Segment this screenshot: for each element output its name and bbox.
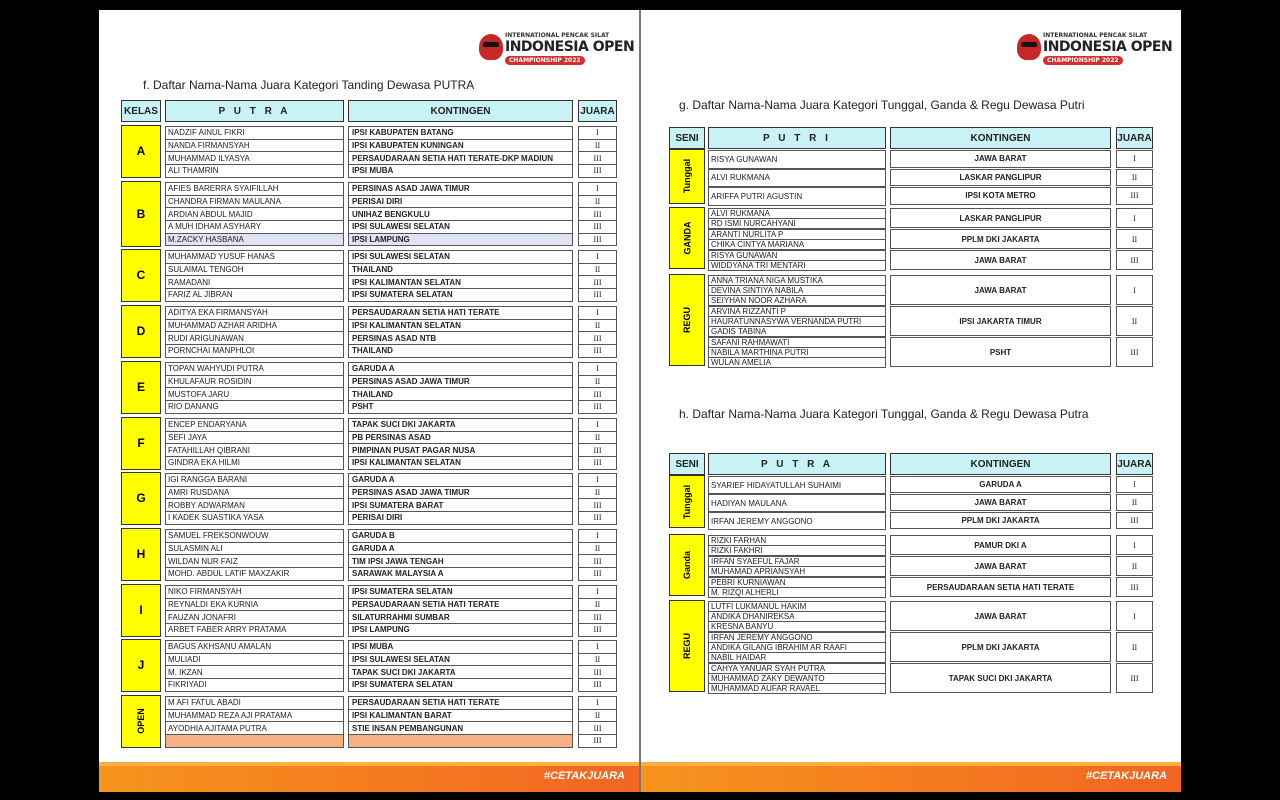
- athlete-name: ANDIKA DHANIREKSA: [708, 611, 886, 622]
- kontingen-name: JAWA BARAT: [890, 601, 1111, 631]
- kontingen-name: GARUDA A: [890, 476, 1111, 493]
- athlete-name: AMRI RUSDANA: [165, 486, 344, 500]
- kelas-label: D: [136, 324, 146, 339]
- kontingen-name: IPSI KABUPATEN KUNINGAN: [348, 139, 573, 153]
- athlete-name: MUHAMMAD REZA AJI PRATAMA: [165, 709, 344, 723]
- athlete-name: IGI RANGGA BARANI: [165, 473, 344, 487]
- athlete-name: ALVI RUKMANA: [708, 169, 886, 188]
- athlete-name: RISYA GUNAWAN: [708, 250, 886, 261]
- juara-rank: I: [1116, 150, 1153, 168]
- kontingen-name: JAWA BARAT: [890, 250, 1111, 270]
- athlete-name: HADIYAN MAULANA: [708, 494, 886, 512]
- kontingen-name: PPLM DKI JAKARTA: [890, 229, 1111, 249]
- athlete-name: SEIYHAN NOOR AZHARA: [708, 295, 886, 306]
- juara-rank: II: [578, 709, 617, 723]
- athlete-name: MUHAMAD APRIANSYAH: [708, 566, 886, 577]
- juara-rank: III: [578, 331, 617, 345]
- athlete-name: GADIS TABINA: [708, 326, 886, 337]
- juara-rank: I: [1116, 601, 1153, 631]
- athlete-name: I KADEK SUASTIKA YASA: [165, 511, 344, 525]
- kontingen-name: JAWA BARAT: [890, 275, 1111, 305]
- page-left: [99, 10, 639, 792]
- header-juara-g: JUARA: [1116, 127, 1153, 149]
- kontingen-name: PERISAI DIRI: [348, 195, 573, 209]
- athlete-name: NIKO FIRMANSYAH: [165, 585, 344, 599]
- kontingen-name: STIE INSAN PEMBANGUNAN: [348, 721, 573, 735]
- athlete-name: DEVINA SINTIYA NABILA: [708, 285, 886, 296]
- juara-rank: II: [578, 598, 617, 612]
- juara-rank: III: [578, 207, 617, 221]
- athlete-name: AYODHIA AJITAMA PUTRA: [165, 721, 344, 735]
- juara-rank: III: [578, 678, 617, 692]
- juara-rank: I: [578, 126, 617, 140]
- kontingen-name: SARAWAK MALAYSIA A: [348, 567, 573, 581]
- athlete-name: ALVI RUKMANA: [708, 208, 886, 219]
- kontingen-name: IPSI SULAWESI SELATAN: [348, 220, 573, 234]
- athlete-name: TOPAN WAHYUDI PUTRA: [165, 362, 344, 376]
- athlete-name: NANDA FIRMANSYAH: [165, 139, 344, 153]
- kontingen-name: PSHT: [890, 337, 1111, 367]
- kontingen-name: PERISAI DIRI: [348, 511, 573, 525]
- kontingen-name: IPSI LAMPUNG: [348, 623, 573, 637]
- kontingen-name: IPSI SUMATERA BARAT: [348, 498, 573, 512]
- kontingen-name: JAWA BARAT: [890, 556, 1111, 576]
- juara-rank: II: [578, 195, 617, 209]
- juara-rank: II: [578, 263, 617, 277]
- juara-rank: III: [578, 498, 617, 512]
- juara-rank: III: [578, 443, 617, 457]
- athlete-name: RISYA GUNAWAN: [708, 150, 886, 169]
- juara-rank: II: [1116, 169, 1153, 187]
- athlete-name: M.ZACKY HASBANA: [165, 233, 344, 247]
- juara-rank: III: [578, 151, 617, 165]
- juara-rank: II: [578, 542, 617, 556]
- athlete-name: ALI THAMRIN: [165, 164, 344, 178]
- kontingen-name: THAILAND: [348, 387, 573, 401]
- kelas-cell: [121, 528, 161, 581]
- kontingen-name: PERSAUDARAAN SETIA HATI TERATE: [348, 696, 573, 710]
- kelas-cell: [121, 695, 161, 748]
- athlete-name: SAMUEL FREKSONWOUW: [165, 529, 344, 543]
- kontingen-name: PERSINAS ASAD JAWA TIMUR: [348, 486, 573, 500]
- seni-cell: [669, 274, 705, 366]
- kontingen-name: GARUDA B: [348, 529, 573, 543]
- kelas-label: E: [136, 380, 145, 395]
- kontingen-name: TAPAK SUCI DKI JAKARTA: [348, 418, 573, 432]
- athlete-name: CAHYA YANUAR SYAH PUTRA: [708, 663, 886, 674]
- kontingen-name: THAILAND: [348, 344, 573, 358]
- header-kontingen-g: KONTINGEN: [890, 127, 1111, 149]
- juara-rank: I: [1116, 535, 1153, 555]
- juara-rank: III: [578, 164, 617, 178]
- footer-banner: [641, 762, 1181, 792]
- seni-cell: [669, 534, 705, 596]
- section-g-title: g. Daftar Nama-Nama Juara Kategori Tunggal, Ganda & Regu Dewasa Putri: [679, 98, 1085, 112]
- athlete-name: FARIZ AL JIBRAN: [165, 288, 344, 302]
- kontingen-name: IPSI KALIMANTAN BARAT: [348, 709, 573, 723]
- juara-rank: I: [1116, 275, 1153, 305]
- athlete-name: RD ISMI NURCAHYANI: [708, 218, 886, 229]
- kontingen-name: PERSAUDARAAN SETIA HATI TERATE: [348, 306, 573, 320]
- juara-rank: I: [578, 585, 617, 599]
- kontingen-name: PERSINAS ASAD JAWA TIMUR: [348, 375, 573, 389]
- kelas-cell: [121, 639, 161, 692]
- header-seni-g: SENI: [669, 127, 705, 149]
- header-kelas: KELAS: [121, 100, 161, 122]
- juara-rank: II: [578, 139, 617, 153]
- section-h-title: h. Daftar Nama-Nama Juara Kategori Tunggal, Ganda & Regu Dewasa Putra: [679, 407, 1089, 421]
- championship-logo: INTERNATIONAL PENCAK SILAT INDONESIA OPEN CHAMPIONSHIP 2022: [479, 32, 629, 72]
- juara-rank: II: [578, 375, 617, 389]
- athlete-name: REYNALDI EKA KURNIA: [165, 598, 344, 612]
- seni-label: Tunggal: [682, 159, 693, 194]
- kelas-cell: [121, 181, 161, 247]
- kontingen-name: IPSI JAKARTA TIMUR: [890, 306, 1111, 336]
- athlete-name: HAURATUNNASYWA VERNANDA PUTRI: [708, 316, 886, 327]
- juara-rank: I: [578, 529, 617, 543]
- kelas-label: I: [139, 603, 143, 618]
- athlete-name: ENCEP ENDARYANA: [165, 418, 344, 432]
- kontingen-name: TAPAK SUCI DKI JAKARTA: [348, 665, 573, 679]
- header-putra: P U T R A: [165, 100, 344, 122]
- athlete-name: SAFANI RAHMAWATI: [708, 337, 886, 348]
- kontingen-name: JAWA BARAT: [890, 494, 1111, 511]
- kontingen-name: GARUDA A: [348, 362, 573, 376]
- juara-rank: III: [578, 721, 617, 735]
- athlete-name: SULAIMAL TENGOH: [165, 263, 344, 277]
- header-kontingen: KONTINGEN: [348, 100, 573, 122]
- kelas-label: B: [136, 206, 146, 221]
- athlete-name: M. RIZQI ALHERLI: [708, 587, 886, 598]
- juara-rank: III: [578, 567, 617, 581]
- seni-cell: [669, 600, 705, 692]
- athlete-name: PEBRI KURNIAWAN: [708, 577, 886, 588]
- athlete-name: M AFI FATUL ABADI: [165, 696, 344, 710]
- footer-hashtag: #CETAKJUARA: [543, 770, 625, 782]
- athlete-name: NADZIF AINUL FIKRI: [165, 126, 344, 140]
- juara-rank: I: [1116, 208, 1153, 228]
- athlete-name: NABIL HAIDAR: [708, 652, 886, 663]
- athlete-name: NABILA MARTHINA PUTRI: [708, 347, 886, 358]
- juara-rank: I: [578, 418, 617, 432]
- kelas-label: F: [137, 436, 145, 451]
- athlete-name: MOHD. ABDUL LATIF MAXZAKIR: [165, 567, 344, 581]
- athlete-name: MUHAMMAD ZAKY DEWANTO: [708, 673, 886, 684]
- header-kontingen-h: KONTINGEN: [890, 453, 1111, 475]
- juara-rank: III: [578, 554, 617, 568]
- kontingen-name: [348, 734, 573, 748]
- athlete-name: IRFAN JEREMY ANGGONO: [708, 632, 886, 643]
- kontingen-name: GARUDA A: [348, 473, 573, 487]
- athlete-name: WIDDYANA TRI MENTARI: [708, 260, 886, 271]
- athlete-name: MUSTOFA JARU: [165, 387, 344, 401]
- athlete-name: MUHAMMAD AZHAR ARIDHA: [165, 319, 344, 333]
- kontingen-name: LASKAR PANGLIPUR: [890, 208, 1111, 228]
- kontingen-name: PAMUR DKI A: [890, 535, 1111, 555]
- kelas-cell: [121, 305, 161, 358]
- juara-rank: III: [578, 665, 617, 679]
- championship-logo: INTERNATIONAL PENCAK SILAT INDONESIA OPEN CHAMPIONSHIP 2022: [1017, 32, 1167, 72]
- athlete-name: ARIFFA PUTRI AGUSTIN: [708, 187, 886, 206]
- kontingen-name: IPSI LAMPUNG: [348, 233, 573, 247]
- athlete-name: FAUZAN JONAFRI: [165, 610, 344, 624]
- kontingen-name: LASKAR PANGLIPUR: [890, 169, 1111, 187]
- juara-rank: III: [578, 400, 617, 414]
- juara-rank: I: [578, 473, 617, 487]
- athlete-name: RIZKI FAKHRI: [708, 545, 886, 556]
- athlete-name: MUHAMMAD AUFAR RAVAEL: [708, 683, 886, 694]
- athlete-name: ADITYA EKA FIRMANSYAH: [165, 306, 344, 320]
- athlete-name: ARDIAN ABDUL MAJID: [165, 207, 344, 221]
- kontingen-name: SILATURRAHMI SUMBAR: [348, 610, 573, 624]
- kontingen-name: UNIHAZ BENGKULU: [348, 207, 573, 221]
- athlete-name: IRFAN SYAEFUL FAJAR: [708, 556, 886, 567]
- athlete-name: ARVINA RIZZANTI P: [708, 306, 886, 317]
- kontingen-name: IPSI SULAWESI SELATAN: [348, 250, 573, 264]
- kelas-label: C: [136, 268, 146, 283]
- kelas-label: G: [136, 491, 146, 506]
- juara-rank: II: [1116, 229, 1153, 249]
- juara-rank: I: [578, 640, 617, 654]
- athlete-name: WULAN AMELIA: [708, 357, 886, 368]
- juara-rank: III: [578, 387, 617, 401]
- athlete-name: CHANDRA FIRMAN MAULANA: [165, 195, 344, 209]
- juara-rank: II: [578, 431, 617, 445]
- juara-rank: III: [578, 288, 617, 302]
- kontingen-name: PERSINAS ASAD NTB: [348, 331, 573, 345]
- kontingen-name: IPSI KALIMANTAN SELATAN: [348, 319, 573, 333]
- juara-rank: III: [1116, 663, 1153, 693]
- kelas-cell: [121, 125, 161, 178]
- athlete-name: KHULAFAUR ROSIDIN: [165, 375, 344, 389]
- kontingen-name: PERSINAS ASAD JAWA TIMUR: [348, 182, 573, 196]
- athlete-name: RAMADANI: [165, 275, 344, 289]
- juara-rank: III: [578, 233, 617, 247]
- athlete-name: ROBBY ADWARMAN: [165, 498, 344, 512]
- juara-rank: III: [578, 220, 617, 234]
- juara-rank: I: [578, 306, 617, 320]
- kontingen-name: IPSI SUMATERA SELATAN: [348, 585, 573, 599]
- header-putra-h: P U T R A: [708, 453, 886, 475]
- juara-rank: I: [1116, 476, 1153, 493]
- kontingen-name: PPLM DKI JAKARTA: [890, 632, 1111, 662]
- juara-rank: III: [578, 275, 617, 289]
- kontingen-name: IPSI KABUPATEN BATANG: [348, 126, 573, 140]
- athlete-name: SEFI JAYA: [165, 431, 344, 445]
- kontingen-name: IPSI MUBA: [348, 164, 573, 178]
- section-f-title: f. Daftar Nama-Nama Juara Kategori Tanding Dewasa PUTRA: [143, 78, 475, 92]
- seni-cell: [669, 149, 705, 204]
- juara-rank: III: [1116, 337, 1153, 367]
- seni-label: REGU: [681, 632, 692, 660]
- athlete-name: SYARIEF HIDAYATULLAH SUHAIMI: [708, 476, 886, 494]
- juara-rank: III: [1116, 512, 1153, 529]
- athlete-name: MUHAMMAD ILYASYA: [165, 151, 344, 165]
- athlete-name: KRESNA BANYU: [708, 621, 886, 632]
- athlete-name: ARANTI NURLITA P: [708, 229, 886, 240]
- header-juara: JUARA: [578, 100, 617, 122]
- juara-rank: II: [1116, 632, 1153, 662]
- kelas-cell: [121, 361, 161, 414]
- page-right: [641, 10, 1181, 792]
- seni-label: Ganda: [681, 550, 692, 580]
- juara-rank: III: [578, 511, 617, 525]
- juara-rank: II: [1116, 306, 1153, 336]
- athlete-name: IRFAN JEREMY ANGGONO: [708, 512, 886, 530]
- kontingen-name: IPSI MUBA: [348, 640, 573, 654]
- athlete-name: AFIES BARERRA SYAIFILLAH: [165, 182, 344, 196]
- kelas-cell: [121, 417, 161, 470]
- athlete-name: RIO DANANG: [165, 400, 344, 414]
- footer-hashtag: #CETAKJUARA: [1085, 770, 1167, 782]
- seni-cell: [669, 207, 705, 269]
- athlete-name: SULASMIN ALI: [165, 542, 344, 556]
- kelas-cell: [121, 249, 161, 302]
- athlete-name: CHIKA CINTYA MARIANA: [708, 239, 886, 250]
- seni-cell: [669, 475, 705, 528]
- juara-rank: II: [578, 653, 617, 667]
- header-putri: P U T R I: [708, 127, 886, 149]
- kontingen-name: PIMPINAN PUSAT PAGAR NUSA: [348, 443, 573, 457]
- athlete-name: MULIADI: [165, 653, 344, 667]
- juara-rank: III: [1116, 250, 1153, 270]
- kontingen-name: THAILAND: [348, 263, 573, 277]
- juara-rank: III: [578, 456, 617, 470]
- kontingen-name: GARUDA A: [348, 542, 573, 556]
- athlete-name: RUDI ARIGUNAWAN: [165, 331, 344, 345]
- kontingen-name: PSHT: [348, 400, 573, 414]
- header-juara-h: JUARA: [1116, 453, 1153, 475]
- athlete-name: MUHAMMAD YUSUF HANAS: [165, 250, 344, 264]
- kelas-label: OPEN: [135, 708, 146, 735]
- kontingen-name: PERSAUDARAAN SETIA HATI TERATE: [348, 598, 573, 612]
- kontingen-name: TIM IPSI JAWA TENGAH: [348, 554, 573, 568]
- kontingen-name: PERSAUDARAAN SETIA HATI TERATE-DKP MADIUN: [348, 151, 573, 165]
- seni-label: GANDA: [682, 221, 692, 255]
- juara-rank: III: [1116, 187, 1153, 205]
- athlete-name: FIKRIYADI: [165, 678, 344, 692]
- kontingen-name: IPSI KOTA METRO: [890, 187, 1111, 205]
- juara-rank: III: [578, 344, 617, 358]
- juara-rank: I: [578, 362, 617, 376]
- kontingen-name: PB PERSINAS ASAD: [348, 431, 573, 445]
- kelas-cell: [121, 472, 161, 525]
- athlete-name: ANNA TRIANA NIGA MUSTIKA: [708, 275, 886, 286]
- juara-rank: II: [1116, 494, 1153, 511]
- juara-rank: III: [578, 610, 617, 624]
- juara-rank: I: [578, 696, 617, 710]
- kontingen-name: IPSI SUMATERA SELATAN: [348, 678, 573, 692]
- kelas-label: J: [137, 658, 145, 673]
- athlete-name: PORNCHAI MANPHLOI: [165, 344, 344, 358]
- logo-mask-icon: [479, 34, 503, 60]
- athlete-name: GINDRA EKA HILMI: [165, 456, 344, 470]
- header-seni-h: SENI: [669, 453, 705, 475]
- athlete-name: FATAHILLAH QIBRANI: [165, 443, 344, 457]
- athlete-name: RIZKI FARHAN: [708, 535, 886, 546]
- juara-rank: III: [1116, 577, 1153, 597]
- kontingen-name: IPSI SUMATERA SELATAN: [348, 288, 573, 302]
- logo-mask-icon: [1017, 34, 1041, 60]
- juara-rank: III: [578, 734, 617, 748]
- seni-label: Tunggal: [682, 484, 693, 519]
- kontingen-name: PPLM DKI JAKARTA: [890, 512, 1111, 529]
- juara-rank: III: [578, 623, 617, 637]
- kelas-label: H: [136, 547, 146, 562]
- athlete-name: ANDIKA GILANG IBRAHIM AR RAAFI: [708, 642, 886, 653]
- athlete-name: LUTFI LUKMANUL HAKIM: [708, 601, 886, 612]
- athlete-name: ARBET FABER ARRY PRATAMA: [165, 623, 344, 637]
- athlete-name: WILDAN NUR FAIZ: [165, 554, 344, 568]
- footer-banner: [99, 762, 639, 792]
- kelas-label: A: [136, 144, 146, 159]
- kontingen-name: JAWA BARAT: [890, 150, 1111, 168]
- kontingen-name: IPSI SULAWESI SELATAN: [348, 653, 573, 667]
- kontingen-name: IPSI KALIMANTAN SELATAN: [348, 456, 573, 470]
- kontingen-name: PERSAUDARAAN SETIA HATI TERATE: [890, 577, 1111, 597]
- kontingen-name: IPSI KALIMANTAN SELATAN: [348, 275, 573, 289]
- kontingen-name: TAPAK SUCI DKI JAKARTA: [890, 663, 1111, 693]
- juara-rank: II: [578, 486, 617, 500]
- athlete-name: M. IKZAN: [165, 665, 344, 679]
- athlete-name: [165, 734, 344, 748]
- athlete-name: BAGUS AKHSANU AMALAN: [165, 640, 344, 654]
- athlete-name: A MUH IDHAM ASYHARY: [165, 220, 344, 234]
- kelas-cell: [121, 584, 161, 637]
- seni-label: REGU: [681, 306, 692, 334]
- juara-rank: I: [578, 182, 617, 196]
- juara-rank: II: [578, 319, 617, 333]
- juara-rank: II: [1116, 556, 1153, 576]
- juara-rank: I: [578, 250, 617, 264]
